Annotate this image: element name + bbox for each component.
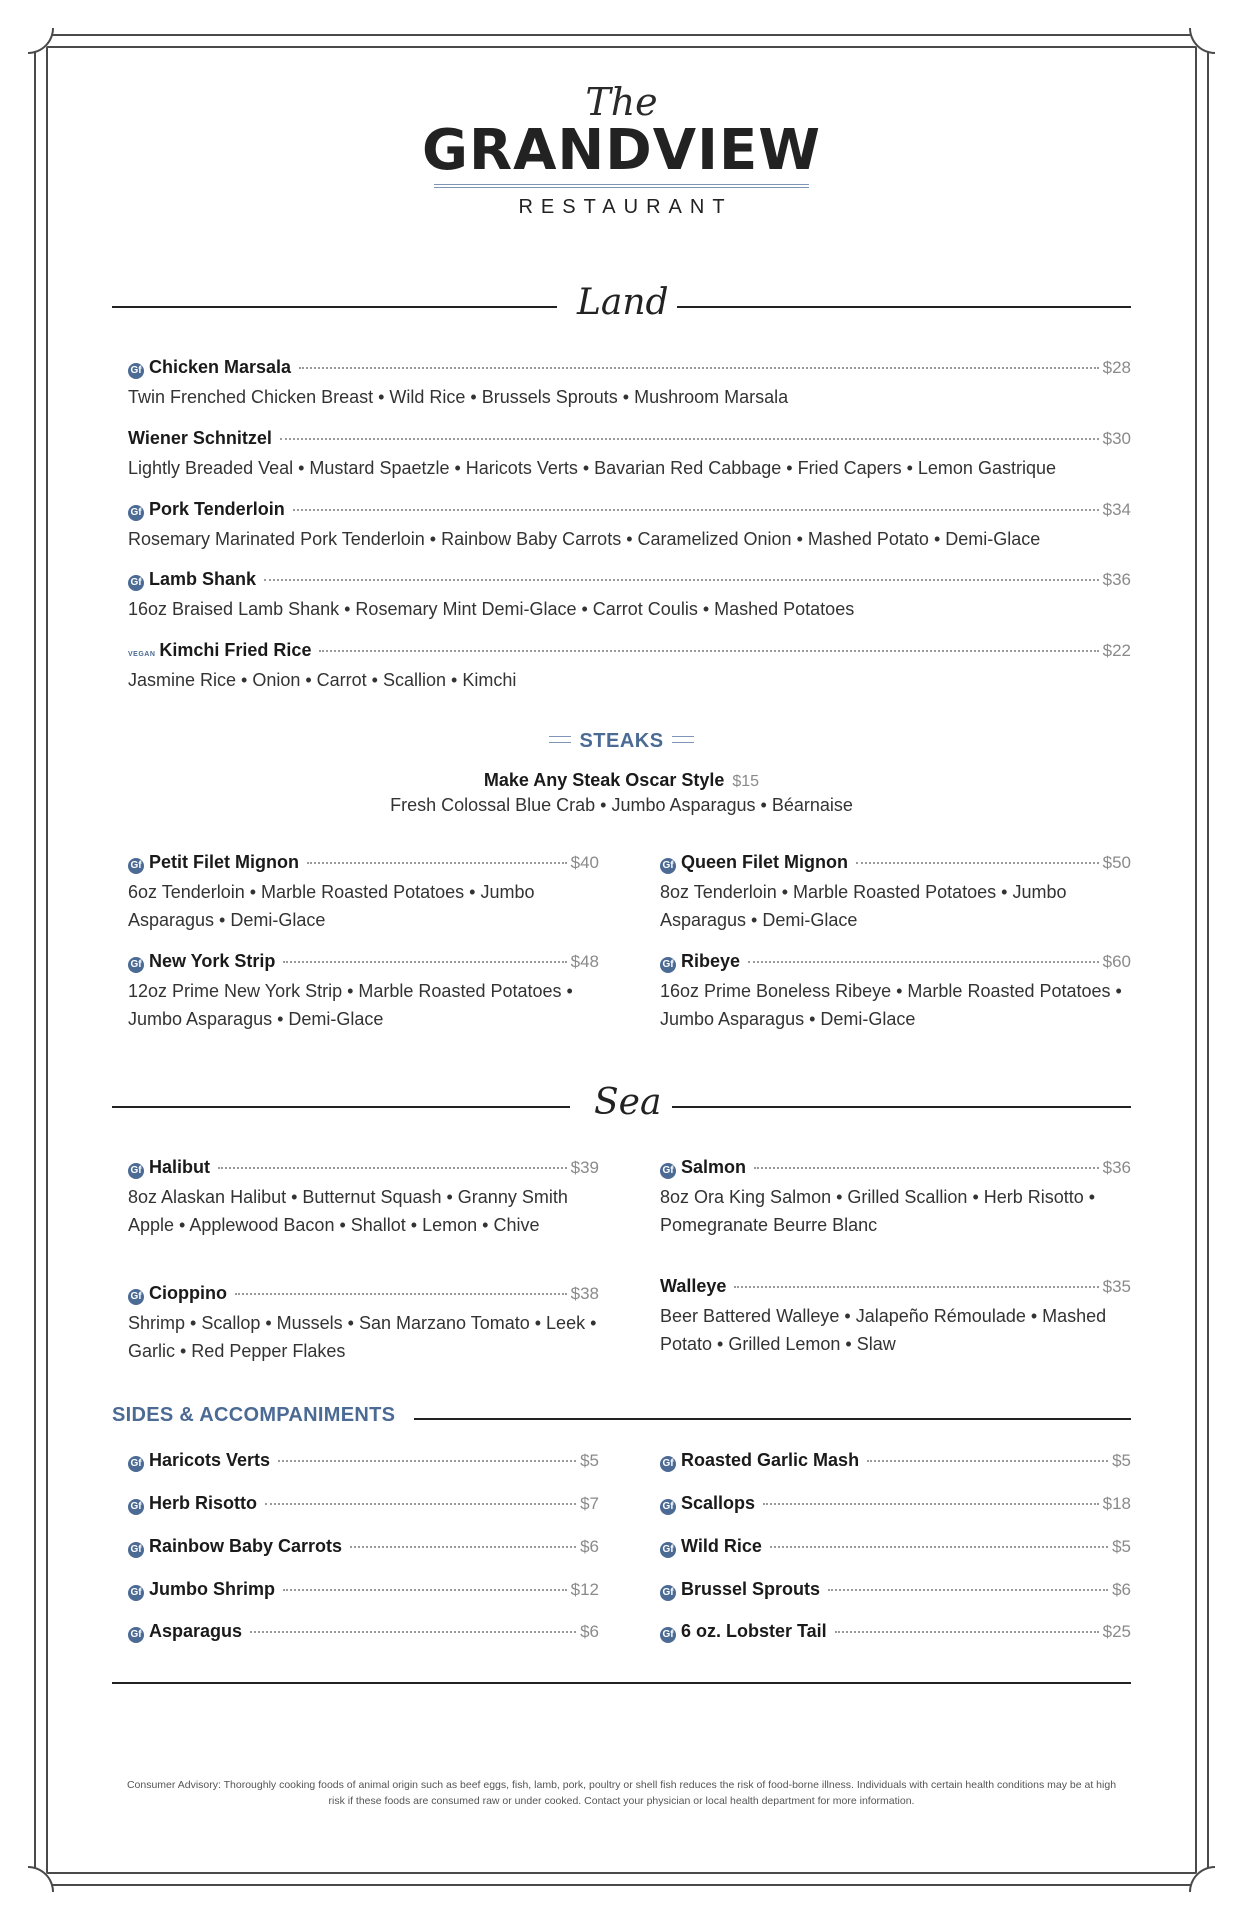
item-description: Shrimp • Scallop • Mussels • San Marzano Tomato • Leek • Garlic • Red Pepper Flakes xyxy=(128,1313,597,1361)
side-item xyxy=(128,1621,599,1647)
dot-leader xyxy=(265,1503,576,1505)
menu-item xyxy=(128,499,1131,553)
item-price: $30 xyxy=(1102,429,1131,448)
ornament-dash xyxy=(672,736,694,743)
item-price: $39 xyxy=(570,1158,599,1177)
item-description: 8oz Alaskan Halibut • Butternut Squash • Granny Smith Apple • Applewood Bacon • Shallot • Lemon • Chive xyxy=(128,1187,568,1235)
dot-leader xyxy=(828,1589,1108,1591)
gluten-free-icon: Gf xyxy=(660,858,676,874)
gluten-free-icon: Gf xyxy=(128,363,144,379)
section-title-sea: Sea xyxy=(594,1082,662,1123)
item-price: $5 xyxy=(1112,1451,1131,1470)
side-item xyxy=(660,1450,1131,1476)
item-price: $6 xyxy=(1112,1580,1131,1599)
gluten-free-icon: Gf xyxy=(128,575,144,591)
item-name: Herb Risotto xyxy=(149,1493,257,1513)
gluten-free-icon: Gf xyxy=(660,1585,676,1601)
item-name: Brussel Sprouts xyxy=(681,1579,821,1599)
item-price: $35 xyxy=(1102,1277,1131,1296)
side-item xyxy=(660,1579,1131,1605)
gluten-free-icon: Gf xyxy=(660,1499,676,1515)
item-description: 8oz Ora King Salmon • Grilled Scallion • Herb Risotto • Pomegranate Beurre Blanc xyxy=(660,1187,1096,1235)
gluten-free-icon: Gf xyxy=(128,1627,144,1643)
item-name: New York Strip xyxy=(149,951,276,971)
restaurant-logo xyxy=(0,82,1243,219)
item-name: Wild Rice xyxy=(681,1536,762,1556)
item-price: $50 xyxy=(1102,853,1131,872)
gluten-free-icon: Gf xyxy=(128,1163,144,1179)
item-price: $22 xyxy=(1102,641,1131,660)
dot-leader xyxy=(734,1286,1098,1288)
item-name: 6 oz. Lobster Tail xyxy=(681,1621,827,1641)
logo-rule xyxy=(434,184,809,188)
section-rule xyxy=(677,306,1131,308)
item-name: Petit Filet Mignon xyxy=(149,852,299,872)
dot-leader xyxy=(293,509,1099,511)
dot-leader xyxy=(319,650,1098,652)
item-name: Haricots Verts xyxy=(149,1450,271,1470)
item-description: 8oz Tenderloin • Marble Roasted Potatoes • Jumbo Asparagus • Demi-Glace xyxy=(660,882,1067,930)
oscar-price: $15 xyxy=(732,773,760,790)
item-price: $28 xyxy=(1102,358,1131,377)
dot-leader xyxy=(299,367,1099,369)
item-name: Kimchi Fried Rice xyxy=(159,640,312,660)
menu-item xyxy=(660,1276,1131,1358)
side-item xyxy=(660,1621,1131,1647)
item-name: Asparagus xyxy=(149,1621,243,1641)
menu-item xyxy=(128,1283,599,1365)
dot-leader xyxy=(856,862,1099,864)
item-name: Lamb Shank xyxy=(149,569,257,589)
menu-item xyxy=(128,852,599,934)
gluten-free-icon: Gf xyxy=(128,505,144,521)
item-price: $48 xyxy=(570,952,599,971)
side-item xyxy=(128,1450,599,1476)
dot-leader xyxy=(280,438,1099,440)
section-land-header xyxy=(112,282,1131,332)
menu-item xyxy=(128,428,1131,482)
item-name: Rainbow Baby Carrots xyxy=(149,1536,343,1556)
gluten-free-icon: Gf xyxy=(128,858,144,874)
dot-leader xyxy=(235,1293,567,1295)
item-name: Jumbo Shrimp xyxy=(149,1579,276,1599)
item-name: Cioppino xyxy=(149,1283,227,1303)
item-description: Beer Battered Walleye • Jalapeño Rémoulade • Mashed Potato • Grilled Lemon • Slaw xyxy=(660,1306,1107,1354)
dot-leader xyxy=(283,961,566,963)
sides-title: SIDES & ACCOMPANIMENTS xyxy=(112,1404,396,1426)
item-name: Salmon xyxy=(681,1157,747,1177)
dot-leader xyxy=(218,1167,567,1169)
dot-leader xyxy=(350,1546,576,1548)
item-name: Ribeye xyxy=(681,951,741,971)
dot-leader xyxy=(867,1460,1108,1462)
vegan-icon: VEGAN xyxy=(128,651,156,658)
dot-leader xyxy=(283,1589,567,1591)
oscar-description: Fresh Colossal Blue Crab • Jumbo Asparagus • Béarnaise xyxy=(390,795,853,815)
item-description: 16oz Prime Boneless Ribeye • Marble Roasted Potatoes • Jumbo Asparagus • Demi-Glace xyxy=(660,981,1122,1029)
item-name: Chicken Marsala xyxy=(149,357,292,377)
section-title-land: Land xyxy=(577,282,669,323)
gluten-free-icon: Gf xyxy=(128,1289,144,1305)
item-price: $5 xyxy=(580,1451,599,1470)
dot-leader xyxy=(835,1631,1099,1633)
item-description: Rosemary Marinated Pork Tenderloin • Rainbow Baby Carrots • Caramelized Onion • Mashed Potato • Demi-Glace xyxy=(128,529,1041,549)
gluten-free-icon: Gf xyxy=(128,1585,144,1601)
item-price: $38 xyxy=(570,1284,599,1303)
dot-leader xyxy=(748,961,1099,963)
side-item xyxy=(660,1493,1131,1519)
item-name: Walleye xyxy=(660,1276,727,1296)
item-description: Jasmine Rice • Onion • Carrot • Scallion • Kimchi xyxy=(128,670,517,690)
logo-name: GRANDVIEW xyxy=(422,118,821,183)
item-description: Twin Frenched Chicken Breast • Wild Rice • Brussels Sprouts • Mushroom Marsala xyxy=(128,387,789,407)
menu-item xyxy=(128,569,1131,623)
item-price: $34 xyxy=(1102,500,1131,519)
logo-the: The xyxy=(585,80,658,124)
item-price: $60 xyxy=(1102,952,1131,971)
item-name: Queen Filet Mignon xyxy=(681,852,848,872)
gluten-free-icon: Gf xyxy=(128,1499,144,1515)
item-price: $5 xyxy=(1112,1537,1131,1556)
item-name: Wiener Schnitzel xyxy=(128,428,272,448)
item-description: 16oz Braised Lamb Shank • Rosemary Mint Demi-Glace • Carrot Coulis • Mashed Potatoes xyxy=(128,599,855,619)
menu-item xyxy=(660,1157,1131,1239)
gluten-free-icon: Gf xyxy=(128,1542,144,1558)
gluten-free-icon: Gf xyxy=(660,957,676,973)
section-rule xyxy=(112,306,557,308)
item-price: $25 xyxy=(1102,1622,1131,1641)
item-price: $6 xyxy=(580,1622,599,1641)
dot-leader xyxy=(763,1503,1099,1505)
side-item xyxy=(128,1493,599,1519)
gluten-free-icon: Gf xyxy=(660,1542,676,1558)
side-item xyxy=(128,1579,599,1605)
menu-item xyxy=(128,1157,599,1239)
consumer-advisory: Consumer Advisory: Thoroughly cooking foods of animal origin such as beef eggs, fish, lamb, pork, poultry or shell fish reduces the risk of food-borne illness. Individuals with certain health conditions may be at high risk if these foods are consumed raw or under cooked. Contact your physician or local health department for more information. xyxy=(126,1779,1117,1807)
gluten-free-icon: Gf xyxy=(660,1627,676,1643)
section-rule xyxy=(414,1418,1131,1420)
dot-leader xyxy=(264,579,1099,581)
bottom-rule xyxy=(112,1682,1131,1684)
steaks-title: STEAKS xyxy=(579,730,664,752)
side-item xyxy=(128,1536,599,1562)
ornament-dash xyxy=(549,736,571,743)
item-price: $18 xyxy=(1102,1494,1131,1513)
item-price: $7 xyxy=(580,1494,599,1513)
side-item xyxy=(660,1536,1131,1562)
dot-leader xyxy=(754,1167,1099,1169)
section-rule xyxy=(112,1106,570,1108)
item-description: 12oz Prime New York Strip • Marble Roasted Potatoes • Jumbo Asparagus • Demi-Glace xyxy=(128,981,573,1029)
oscar-name: Make Any Steak Oscar Style xyxy=(483,770,725,790)
oscar-style-option xyxy=(0,770,1243,816)
item-name: Halibut xyxy=(149,1157,210,1177)
menu-item xyxy=(128,640,1131,694)
item-description: Lightly Breaded Veal • Mustard Spaetzle • Haricots Verts • Bavarian Red Cabbage • Fried Capers • Lemon Gastrique xyxy=(128,458,1056,478)
item-price: $6 xyxy=(580,1537,599,1556)
item-name: Roasted Garlic Mash xyxy=(681,1450,860,1470)
item-description: 6oz Tenderloin • Marble Roasted Potatoes • Jumbo Asparagus • Demi-Glace xyxy=(128,882,535,930)
item-name: Scallops xyxy=(681,1493,756,1513)
item-price: $40 xyxy=(570,853,599,872)
dot-leader xyxy=(307,862,567,864)
gluten-free-icon: Gf xyxy=(660,1456,676,1472)
gluten-free-icon: Gf xyxy=(660,1163,676,1179)
menu-item xyxy=(660,951,1131,1033)
menu-item xyxy=(128,357,1131,411)
item-price: $36 xyxy=(1102,1158,1131,1177)
section-rule xyxy=(672,1106,1131,1108)
dot-leader xyxy=(250,1631,576,1633)
menu-item xyxy=(660,852,1131,934)
item-price: $36 xyxy=(1102,570,1131,589)
logo-subtitle: RESTAURANT xyxy=(518,196,733,218)
item-price: $12 xyxy=(570,1580,599,1599)
section-sea-header xyxy=(112,1082,1131,1132)
dot-leader xyxy=(770,1546,1108,1548)
item-name: Pork Tenderloin xyxy=(149,499,285,519)
dot-leader xyxy=(278,1460,576,1462)
menu-item xyxy=(128,951,599,1033)
sides-header xyxy=(112,1404,1131,1434)
gluten-free-icon: Gf xyxy=(128,1456,144,1472)
gluten-free-icon: Gf xyxy=(128,957,144,973)
steaks-header xyxy=(0,730,1243,753)
